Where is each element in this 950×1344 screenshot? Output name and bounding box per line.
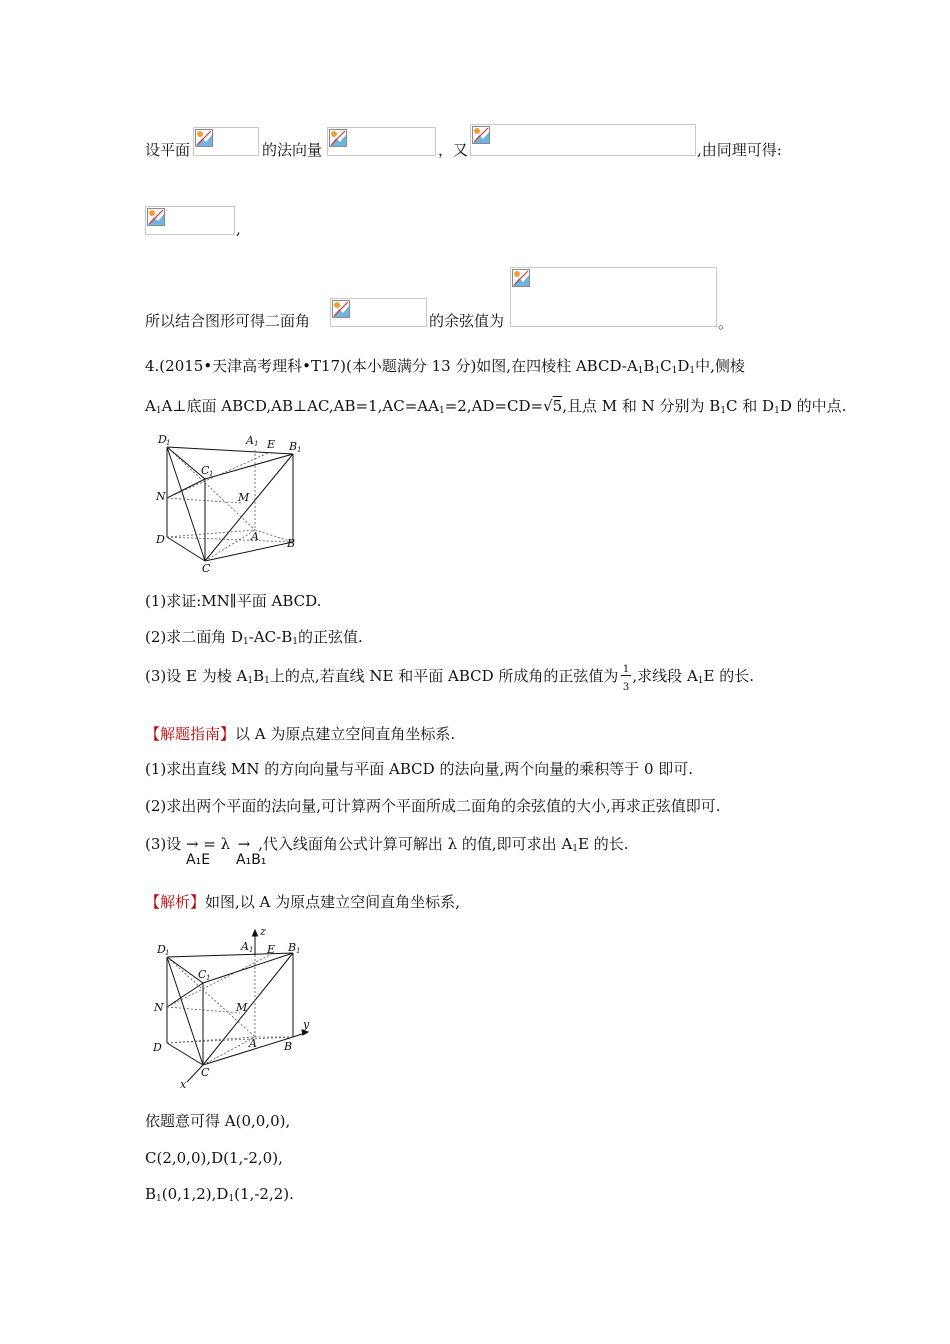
text: ,由同理可得: — [697, 141, 782, 159]
svg-text:B: B — [287, 537, 296, 550]
question-2: (2)求二面角 $D_1-AC-B_1$的正弦值. — [145, 628, 363, 647]
solution-line-2: C(2,0,0),D(1,-2,0), — [145, 1149, 283, 1167]
prism-figure-with-axes — [145, 925, 320, 1090]
text: , — [236, 220, 241, 238]
svg-text:1: 1 — [209, 470, 214, 478]
svg-text:1: 1 — [166, 439, 171, 447]
svg-text:D: D — [158, 433, 167, 446]
broken-image-icon — [195, 129, 213, 147]
svg-text:1: 1 — [249, 946, 254, 954]
svg-text:y: y — [303, 1018, 310, 1031]
text: ，又 — [438, 141, 469, 159]
svg-text:D: D — [153, 1041, 162, 1054]
guide-heading: 【解题指南】以 A 为原点建立空间直角坐标系. — [145, 725, 456, 743]
svg-text:A: A — [241, 940, 249, 953]
svg-text:M: M — [238, 491, 250, 504]
svg-text:N: N — [154, 1001, 164, 1014]
broken-image-icon — [512, 269, 530, 287]
svg-text:D: D — [157, 943, 166, 956]
svg-text:1: 1 — [254, 440, 259, 448]
formula-image — [193, 127, 259, 156]
solution-heading: 【解析】如图,以 A 为原点建立空间直角坐标系, — [145, 893, 460, 911]
text: 所以结合图形可得二面角 — [145, 312, 311, 330]
prism-figure — [150, 430, 310, 575]
question-3: (3)设 E 为棱 $A_1B_1$上的点,若直线 NE 和平面 ABCD 所成角的正弦值为 ,求线段 $A_1E$ 的长. — [145, 667, 755, 686]
guide-2: (2)求出两个平面的法向量,可计算两个平面所成二面角的余弦值的大小,再求正弦值即可. — [145, 797, 721, 815]
svg-text:D: D — [156, 533, 165, 546]
text: 的法向量 — [262, 141, 323, 159]
solution-line-3: $B_1(0,1,2),D_1(1,-2,2)$. — [145, 1185, 294, 1204]
vector-label: A₁B₁ — [236, 852, 267, 868]
formula-image — [510, 267, 717, 327]
text: 。 — [718, 314, 734, 332]
broken-image-icon — [147, 208, 165, 226]
svg-text:N: N — [156, 490, 166, 503]
svg-text:E: E — [267, 438, 276, 451]
svg-text:1: 1 — [165, 949, 170, 957]
svg-text:C: C — [202, 562, 211, 575]
guide-3: (3)设 → = λ → ,代入线面角公式计算可解出 λ 的值,即可求出 $A_1E$ 的长. — [145, 835, 629, 854]
svg-text:1: 1 — [296, 947, 301, 955]
question-1: (1)求证:MN∥平面 ABCD. — [145, 592, 322, 610]
svg-text:z: z — [260, 925, 266, 938]
formula-image — [470, 124, 696, 156]
broken-image-icon — [472, 126, 490, 144]
text: 的余弦值为 — [429, 312, 505, 330]
problem-intro-line2: $A_1A\perp$底面 $ABCD,AB\perp AC,AB=1,AC=AA_1=2,AD=CD=√5$,且点 M 和 N 分别为 $B_1C$ 和 $D_1D$ 的中点. — [145, 397, 847, 416]
broken-image-icon — [329, 129, 347, 147]
svg-text:1: 1 — [206, 974, 211, 982]
svg-text:A: A — [249, 1037, 257, 1050]
solution-line-1: 依题意可得 A(0,0,0), — [145, 1112, 291, 1130]
svg-text:B: B — [288, 941, 297, 954]
svg-text:C: C — [201, 1066, 210, 1079]
svg-text:C: C — [198, 968, 207, 981]
vector-label: A₁E — [186, 852, 211, 868]
svg-text:C: C — [201, 464, 210, 477]
problem-intro-line1: 4.(2015•天津高考理科•T17)(本小题满分 13 分)如图,在四棱柱 ABCD-$A_1B_1C_1D_1$中,侧棱 — [145, 357, 745, 376]
guide-1: (1)求出直线 MN 的方向向量与平面 ABCD 的法向量,两个向量的乘积等于 0 即可. — [145, 760, 694, 778]
svg-text:M: M — [236, 1001, 248, 1014]
text: 设平面 — [145, 141, 191, 159]
broken-image-icon — [332, 300, 350, 318]
formula-image — [330, 298, 427, 327]
fraction: 1 3 — [622, 664, 630, 693]
svg-text:A: A — [246, 434, 254, 447]
svg-text:A: A — [251, 530, 259, 543]
svg-text:x: x — [180, 1078, 187, 1090]
svg-text:B: B — [284, 1040, 293, 1053]
formula-image — [327, 127, 436, 156]
formula-image — [145, 206, 235, 235]
svg-text:1: 1 — [297, 446, 302, 454]
svg-text:E: E — [267, 943, 276, 956]
svg-text:B: B — [289, 440, 298, 453]
